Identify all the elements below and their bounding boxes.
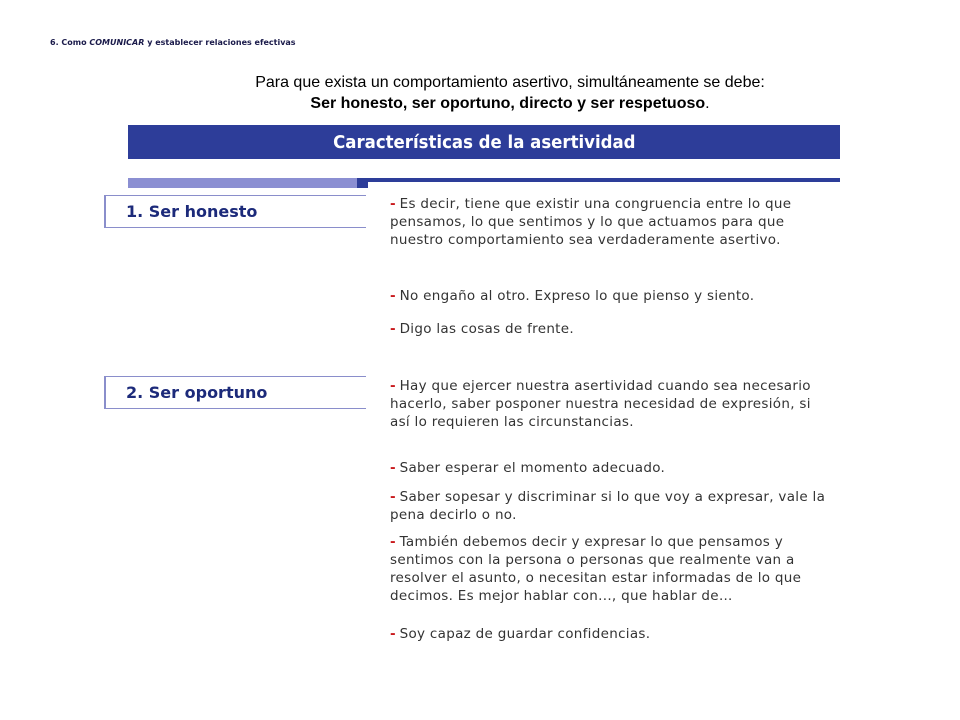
bullet-honesto-3 xyxy=(390,320,830,338)
breadcrumb-prefix: 6. Como xyxy=(50,38,90,47)
bullet-text: Soy capaz de guardar confidencias. xyxy=(399,626,651,642)
bullet-dash: - xyxy=(390,196,396,212)
breadcrumb-suffix: y establecer relaciones efectivas xyxy=(144,38,296,47)
bullet-dash: - xyxy=(390,460,396,476)
item-label-ser-oportuno: 2. Ser oportuno xyxy=(104,376,366,409)
bullet-text: Es decir, tiene que existir una congruencia entre lo que pensamos, lo que sentimos y lo que actuamos para que nuestro comportamiento sea verdaderamente asertivo. xyxy=(390,196,792,248)
bullet-honesto-1 xyxy=(390,195,830,249)
bullet-text: Saber sopesar y discriminar si lo que voy a expresar, vale la pena decirlo o no. xyxy=(390,489,826,523)
bullet-dash: - xyxy=(390,321,396,337)
bullet-dash: - xyxy=(390,626,396,642)
intro-line-2-bold: Ser honesto, ser oportuno, directo y ser respetuoso xyxy=(310,95,706,112)
bullet-text: Saber esperar el momento adecuado. xyxy=(399,460,666,476)
bullet-oportuno-3 xyxy=(390,488,830,524)
breadcrumb-emphasis: COMUNICAR xyxy=(89,38,145,47)
intro-text xyxy=(120,72,900,114)
section-title: Características de la asertividad xyxy=(332,131,636,153)
bullet-oportuno-5 xyxy=(390,625,830,643)
bullet-oportuno-1 xyxy=(390,377,830,431)
bullet-dash: - xyxy=(390,288,396,304)
bullet-honesto-2 xyxy=(390,287,830,305)
item-label-ser-honesto: 1. Ser honesto xyxy=(104,195,366,228)
header-stripe-left xyxy=(128,178,357,188)
bullet-oportuno-2 xyxy=(390,459,830,477)
section-title-bar xyxy=(128,125,840,159)
bullet-dash: - xyxy=(390,378,396,394)
breadcrumb xyxy=(50,38,296,47)
intro-line-1: Para que exista un comportamiento asertivo, simultáneamente se debe: xyxy=(255,74,765,91)
bullet-dash: - xyxy=(390,489,396,505)
intro-line-2-end: . xyxy=(705,95,710,112)
bullet-text: Hay que ejercer nuestra asertividad cuando sea necesario hacerlo, saber posponer nuestra necesidad de expresión, si así lo requieren las circunstancias. xyxy=(390,378,811,430)
bullet-text: Digo las cosas de frente. xyxy=(399,321,574,337)
bullet-dash: - xyxy=(390,534,396,550)
intro-line-2 xyxy=(120,93,900,114)
bullet-oportuno-4 xyxy=(390,533,830,605)
bullet-text: También debemos decir y expresar lo que pensamos y sentimos con la persona o personas que realmente van a resolver el asunto, o necesitan estar informadas de lo que decimos. Es mejor hablar con..., que hablar de… xyxy=(390,534,802,604)
bullet-text: No engaño al otro. Expreso lo que pienso y siento. xyxy=(399,288,755,304)
